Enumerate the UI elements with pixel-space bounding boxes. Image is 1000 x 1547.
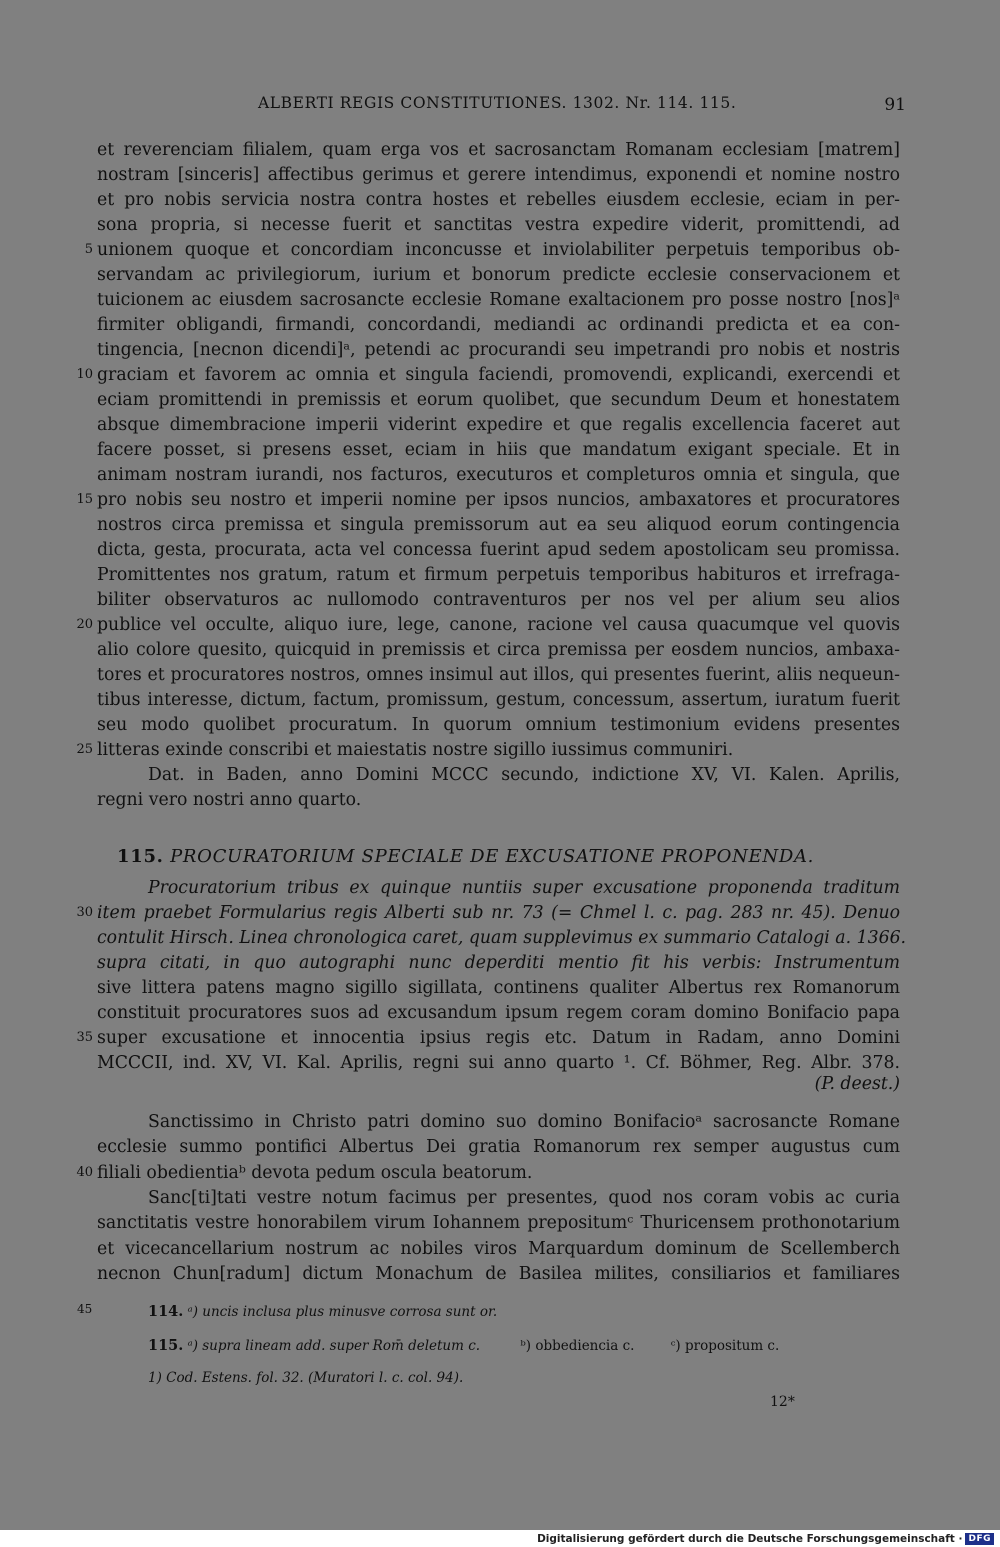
text-line: MCCCII, ind. XV, VI. Kal. Aprilis, regni sui anno quarto ¹. Cf. Böhmer, Reg. Albr. 378. — [97, 1053, 900, 1073]
footnote-115 — [148, 1336, 779, 1356]
text-line: Sanctissimo in Christo patri domino suo domino Bonifacioᵃ sacrosancte Romane — [148, 1112, 900, 1132]
text-line: tibus interesse, dictum, factum, promissum, gestum, concessum, assertum, iuratum fuerit — [97, 690, 900, 710]
signature-mark: 12* — [770, 1394, 795, 1410]
text-line: publice vel occulte, aliquo iure, lege, canone, racione vel causa quacumque vel quovis — [97, 615, 900, 635]
text-line: ecclesie summo pontifici Albertus Dei gratia Romanorum rex semper augustus cum — [97, 1137, 900, 1158]
text-line: tores et procuratores nostros, omnes insimul aut illos, qui presentes fuerint, aliis nequeun- — [97, 665, 900, 685]
line-number: 25 — [76, 742, 93, 757]
text-line: eciam promittendi in premissis et eorum quolibet, que secundum Deum et honestatem — [97, 390, 900, 410]
text-line: alio colore quesito, quicquid in premissis et circa premissa per eosdem nuncios, ambaxa- — [97, 640, 900, 660]
text-line: tuicionem ac eiusdem sacrosancte ecclesie Romane exaltacionem pro posse nostro [nos]ᵃ — [97, 290, 900, 310]
section-heading — [117, 846, 814, 867]
text-line: biliter observaturos ac nullomodo contraventuros per nos vel per alium seu alios — [97, 590, 900, 610]
text-line: graciam et favorem ac omnia et singula faciendi, promovendi, explicandi, exercendi et — [97, 365, 900, 385]
text-line: constituit procuratores suos ad excusandum ipsum regem coram domino Bonifacio papa — [97, 1003, 900, 1023]
text-line: nostram [sinceris] affectibus gerimus et gerere intendimus, exponendi et nomine nostro — [97, 165, 900, 185]
text-line: sona propria, si necesse fuerit et sanctitas vestra expedire viderit, promittendi, ad — [97, 215, 900, 235]
text-line: tingencia, [necnon dicendi]ᵃ, petendi ac procurandi seu impetrandi pro nobis et nostris — [97, 340, 900, 360]
footnote-115-c: ᶜ) propositum c. — [670, 1338, 780, 1354]
footnote-115-label: 115. — [148, 1337, 184, 1354]
text-line: item praebet Formularius regis Alberti sub nr. 73 (= Chmel l. c. pag. 283 nr. 45). Denuo — [97, 903, 900, 923]
text-line: sanctitatis vestre honorabilem virum Iohannem prepositumᶜ Thuricensem prothonotarium — [97, 1213, 900, 1234]
footnote-115-a: ᵃ) supra lineam add. super Rom̄ deletum c. — [187, 1338, 481, 1354]
text-line: Procuratorium tribus ex quinque nuntiis super excusatione proponenda traditum — [148, 878, 900, 898]
text-line: necnon Chun[radum] dictum Monachum de Basilea milites, consiliarios et familiares — [97, 1263, 900, 1284]
line-number: 10 — [76, 367, 93, 382]
text-line: facere posset, si presens esset, eciam in hiis que mandatum exigant speciale. Et in — [97, 440, 900, 460]
text-line: et pro nobis servicia nostra contra hostes et rebelles eiusdem ecclesie, eciam in per- — [97, 190, 900, 210]
line-number: 20 — [76, 617, 93, 632]
section-number: 115. — [117, 846, 164, 867]
text-line: firmiter obligandi, firmandi, concordandi, mediandi ac ordinandi predicta et ea con- — [97, 315, 900, 335]
running-title: ALBERTI REGIS CONSTITUTIONES. 1302. Nr. 114. 115. — [258, 94, 737, 112]
text-line: unionem quoque et concordiam inconcusse et inviolabiliter perpetuis temporibus ob- — [97, 240, 900, 260]
text-line: supra citati, in quo autographi nunc deperditi mentio fit his verbis: Instrumentum — [97, 953, 900, 973]
text-line: et vicecancellarium nostrum ac nobiles viros Marquardum dominum de Scellemberch — [97, 1238, 900, 1259]
line-number: 40 — [76, 1164, 93, 1180]
footnote-114-text: ᵃ) uncis inclusa plus minusve corrosa sunt or. — [187, 1304, 498, 1320]
text-line: contulit Hirsch. Linea chronologica caret, quam supplevimus ex summario Catalogi a. 1366. — [97, 928, 907, 948]
page-number: 91 — [884, 95, 906, 115]
footnote-1: 1) Cod. Estens. fol. 32. (Muratori l. c. col. 94). — [148, 1370, 464, 1386]
footnote-114-label: 114. — [148, 1303, 184, 1320]
text-line: filiali obedientiaᵇ devota pedum oscula beatorum. — [97, 1162, 533, 1183]
text-line: super excusatione et innocentia ipsius regis etc. Datum in Radam, anno Domini — [97, 1028, 900, 1048]
text-line: dicta, gesta, procurata, acta vel concessa fuerint apud sedem apostolicam seu promissa. — [97, 540, 900, 560]
dfg-footer — [537, 1530, 994, 1547]
text-line: absque dimembracione imperii viderint expedire et que regalis excellencia faceret aut — [97, 415, 900, 435]
text-line: seu modo quolibet procuratum. In quorum omnium testimonium evidens presentes — [97, 715, 900, 735]
dfg-logo: DFG — [965, 1533, 994, 1545]
footer-text: Digitalisierung gefördert durch die Deutsche Forschungsgemeinschaft · — [537, 1532, 963, 1545]
text-line: et reverenciam filialem, quam erga vos et sacrosanctam Romanam ecclesiam [matrem] — [97, 140, 900, 160]
footnote-line-number: 45 — [77, 1302, 93, 1316]
text-line: pro nobis seu nostro et imperii nomine per ipsos nuncios, ambaxatores et procuratores — [97, 490, 900, 510]
footnote-114 — [148, 1302, 497, 1322]
section-title: PROCURATORIUM SPECIALE DE EXCUSATIONE PROPONENDA. — [170, 846, 815, 867]
line-number: 30 — [76, 905, 93, 920]
footnote-115-b: ᵇ) obbediencia c. — [520, 1338, 635, 1354]
text-line: servandam ac privilegiorum, iurium et bonorum predicte ecclesie conservacionem et — [97, 265, 900, 285]
text-line: sive littera patens magno sigillo sigillata, continens qualiter Albertus rex Romanorum — [97, 978, 900, 998]
text-line: nostros circa premissa et singula premissorum aut ea seu aliquod eorum contingencia — [97, 515, 900, 535]
text-line: litteras exinde conscribi et maiestatis nostre sigillo iussimus communiri. — [97, 740, 734, 760]
line-number: 5 — [84, 242, 93, 257]
line-number: 15 — [76, 492, 93, 507]
text-line: Dat. in Baden, anno Domini MCCC secundo, indictione XV, VI. Kalen. Aprilis, — [148, 765, 900, 785]
text-line: regni vero nostri anno quarto. — [97, 790, 362, 810]
p-deest-note: (P. deest.) — [814, 1074, 900, 1094]
text-line: Sanc[ti]tati vestre notum facimus per presentes, quod nos coram vobis ac curia — [148, 1187, 900, 1208]
line-number: 35 — [76, 1030, 93, 1045]
text-line: animam nostram iurandi, nos facturos, executuros et completuros omnia et singula, que — [97, 465, 900, 485]
text-line: Promittentes nos gratum, ratum et firmum perpetuis temporibus habituros et irrefraga- — [97, 565, 900, 585]
